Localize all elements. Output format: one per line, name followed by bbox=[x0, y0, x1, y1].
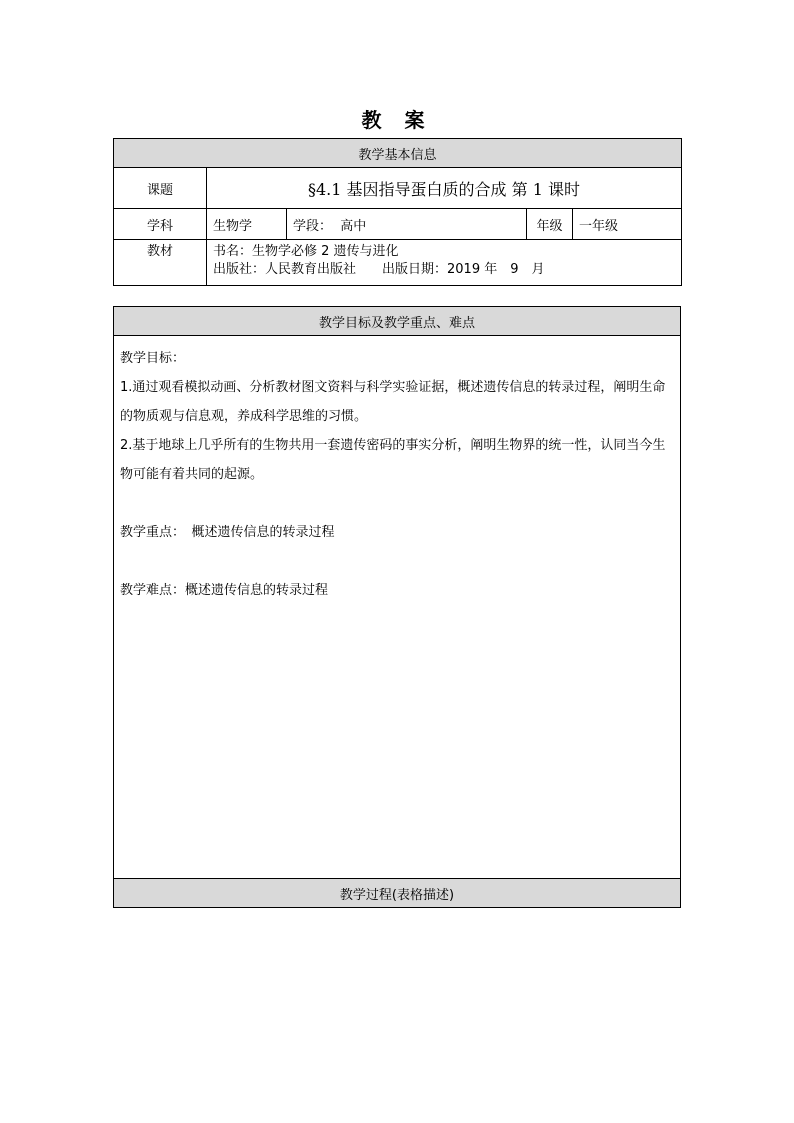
grade-label: 年级 bbox=[527, 209, 573, 240]
goal-item-1: 1.通过观看模拟动画、分析教材图文资料与科学实验证据，概述遗传信息的转录过程，阐明生命的物质观与信息观，养成科学思维的习惯。 bbox=[120, 380, 666, 424]
difficult-point: 教学难点：概述遗传信息的转录过程 bbox=[120, 583, 329, 598]
basic-info-header: 教学基本信息 bbox=[114, 139, 682, 168]
spacer bbox=[120, 489, 674, 518]
material-value bbox=[207, 240, 682, 286]
spacer bbox=[120, 547, 674, 576]
key-point: 教学重点： 概述遗传信息的转录过程 bbox=[120, 525, 335, 540]
goal-item-2: 2.基于地球上几乎所有的生物共用一套遗传密码的事实分析，阐明生物界的统一性，认同当今生物可能有着共同的起源。 bbox=[120, 438, 666, 482]
goals-body bbox=[114, 336, 681, 879]
basic-info-table bbox=[113, 138, 682, 286]
material-label: 教材 bbox=[114, 240, 207, 286]
subject-label: 学科 bbox=[114, 209, 207, 240]
page-title: 教 案 bbox=[361, 108, 433, 132]
publisher-line: 出版社：人民教育出版社 出版日期：2019 年 9 月 bbox=[213, 262, 545, 277]
stage-cell bbox=[287, 209, 527, 240]
topic-label: 课题 bbox=[114, 168, 207, 209]
subject-value: 生物学 bbox=[207, 209, 287, 240]
book-line: 书名：生物学必修 2 遗传与进化 bbox=[213, 244, 399, 259]
process-header: 教学过程(表格描述) bbox=[114, 879, 681, 908]
grade-value: 一年级 bbox=[573, 209, 682, 240]
goal-title: 教学目标： bbox=[120, 351, 186, 366]
goals-header: 教学目标及教学重点、难点 bbox=[114, 307, 681, 336]
goals-table bbox=[113, 306, 681, 908]
stage-label: 学段： bbox=[293, 218, 333, 234]
topic-value: §4.1 基因指导蛋白质的合成 第 1 课时 bbox=[207, 168, 682, 209]
stage-value: 高中 bbox=[340, 218, 367, 234]
